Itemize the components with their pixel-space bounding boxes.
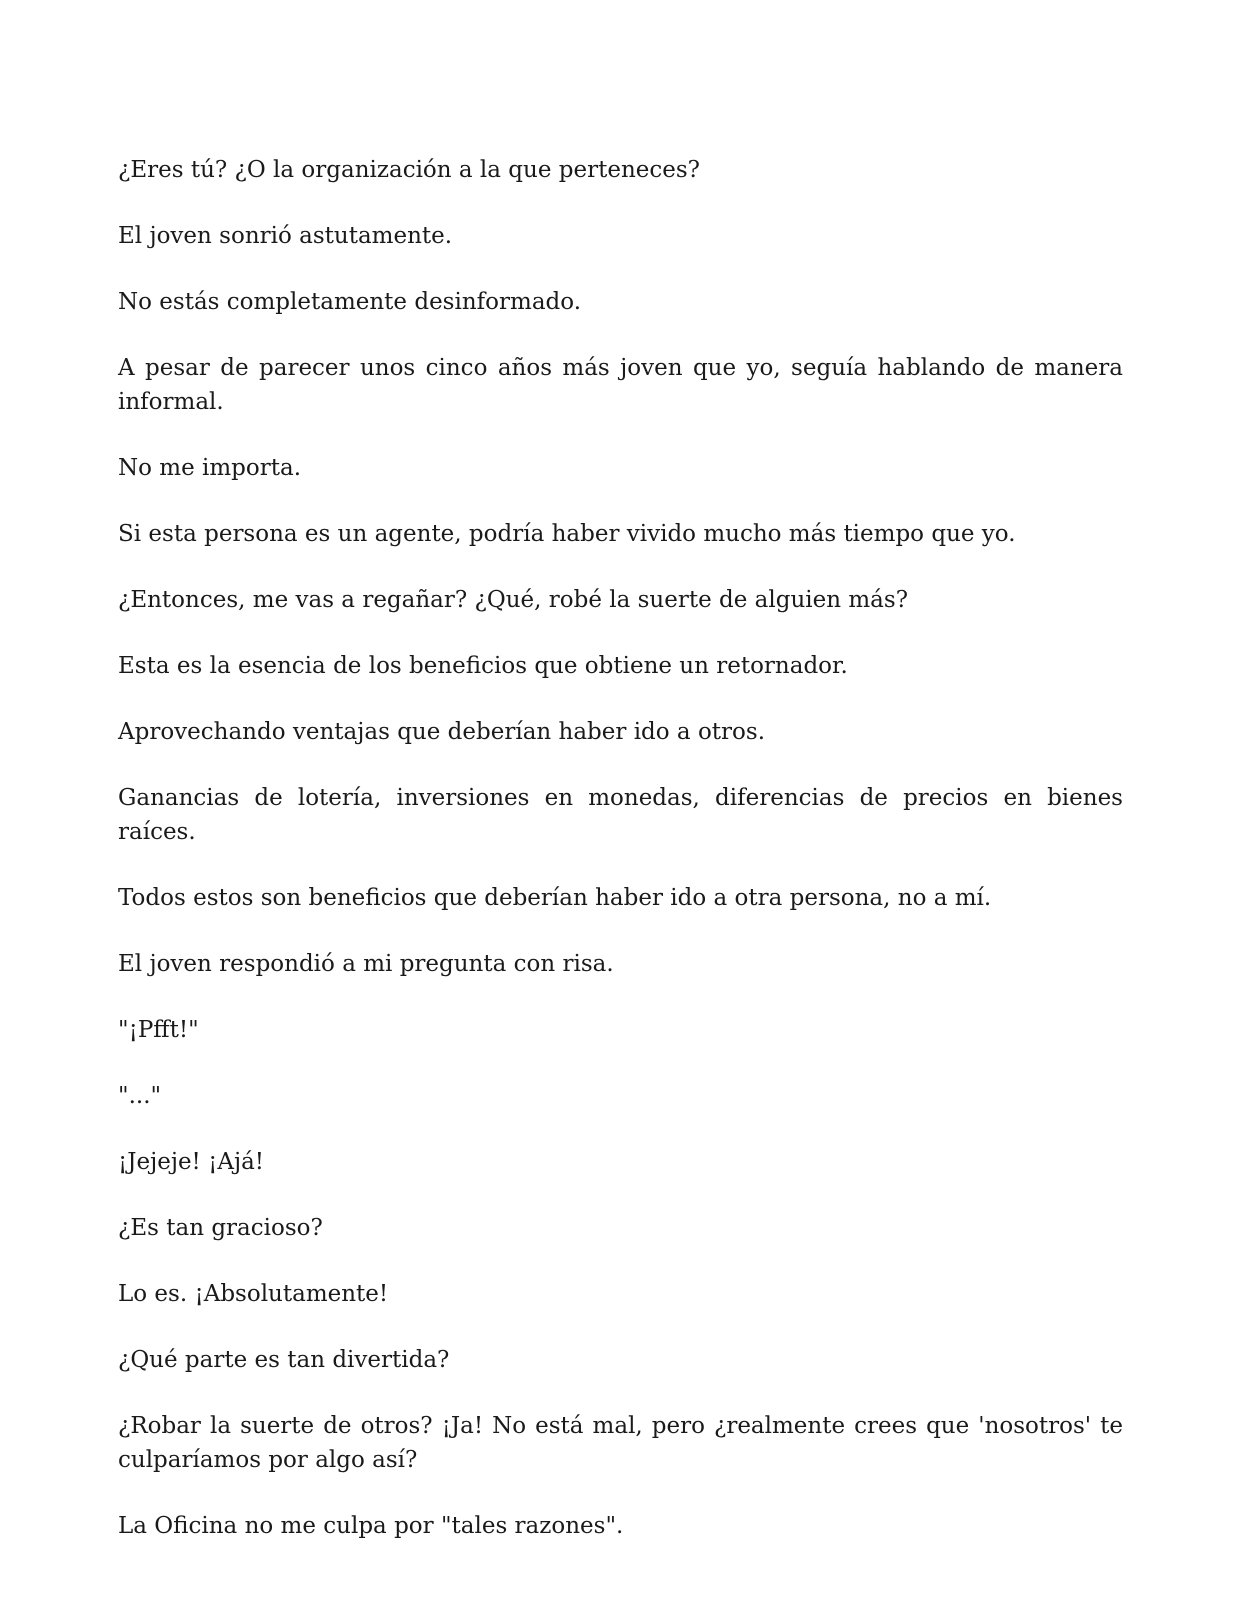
paragraph: No estás completamente desinformado. — [118, 289, 582, 315]
paragraph: El joven respondió a mi pregunta con risa. — [118, 951, 614, 977]
paragraph: "..." — [118, 1083, 162, 1109]
paragraph: Todos estos son beneficios que deberían haber ido a otra persona, no a mí. — [118, 885, 992, 911]
paragraph: El joven sonrió astutamente. — [118, 223, 453, 249]
paragraph: A pesar de parecer unos cinco años más joven que yo, seguía hablando de manera informal. — [118, 355, 1123, 415]
paragraph: Esta es la esencia de los beneficios que obtiene un retornador. — [118, 653, 848, 679]
paragraph: ¿Entonces, me vas a regañar? ¿Qué, robé la suerte de alguien más? — [118, 587, 909, 613]
paragraph: ¿Robar la suerte de otros? ¡Ja! No está mal, pero ¿realmente crees que 'nosotros' te culparíamos por algo así? — [118, 1413, 1123, 1473]
paragraph: La Oficina no me culpa por "tales razones". — [118, 1513, 624, 1539]
document-body — [118, 153, 1123, 1575]
paragraph: ¿Eres tú? ¿O la organización a la que perteneces? — [118, 157, 700, 183]
paragraph: Ganancias de lotería, inversiones en monedas, diferencias de precios en bienes raíces. — [118, 785, 1123, 845]
paragraph: Lo es. ¡Absolutamente! — [118, 1281, 389, 1307]
paragraph: No me importa. — [118, 455, 302, 481]
paragraph: "¡Pfft!" — [118, 1017, 199, 1043]
paragraph: Aprovechando ventajas que deberían haber ido a otros. — [118, 719, 765, 745]
paragraph: ¡Jejeje! ¡Ajá! — [118, 1149, 265, 1175]
paragraph: Si esta persona es un agente, podría haber vivido mucho más tiempo que yo. — [118, 521, 1016, 547]
paragraph: ¿Es tan gracioso? — [118, 1215, 323, 1241]
paragraph: ¿Qué parte es tan divertida? — [118, 1347, 450, 1373]
